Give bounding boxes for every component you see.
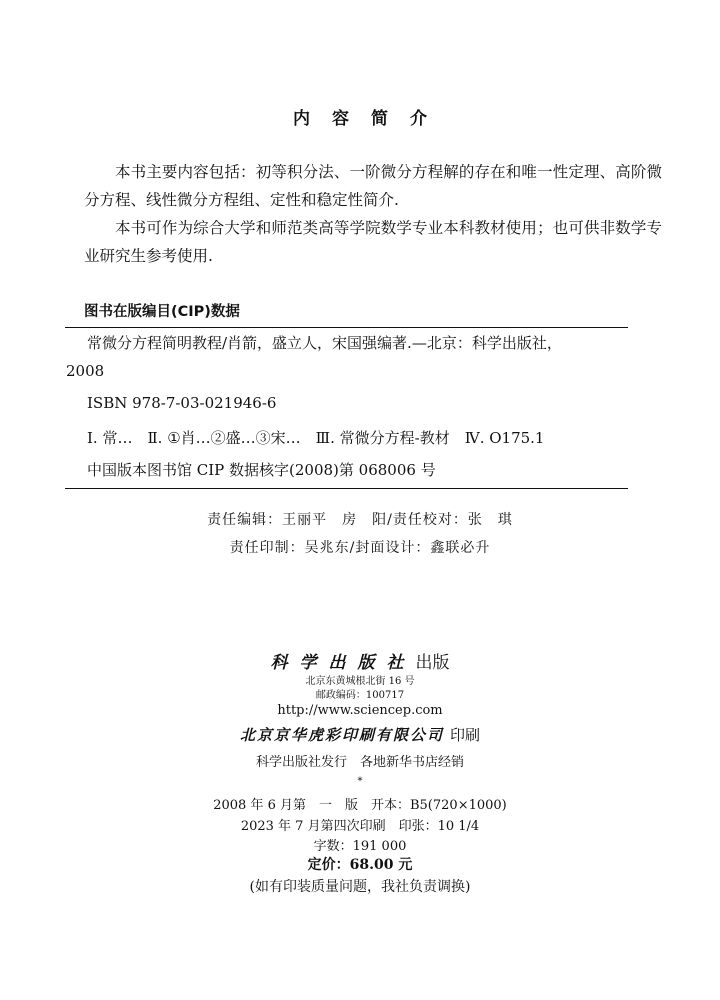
cip-heading: 图书在版编目(CIP)数据 xyxy=(84,304,240,320)
summary-paragraph-1: 本书主要内容包括：初等积分法、一阶微分方程解的存在和唯一性定理、高阶微分方程、线性微分方程组、定性和稳定性简介. xyxy=(84,163,662,209)
notice-line: (如有印装质量问题，我社负责调换) xyxy=(249,879,471,895)
credits-line-1: 责任编辑：王丽平 房 阳/责任校对：张 琪 xyxy=(207,512,513,528)
summary-paragraph-2: 本书可作为综合大学和师范类高等学院数学专业本科教材使用；也可供非数学专业研究生参考使用. xyxy=(84,219,662,265)
publisher-suffix: 出版 xyxy=(415,653,450,673)
cip-classification-line: Ⅰ. 常… Ⅱ. ①肖…②盛…③宋… Ⅲ. 常微分方程-教材 Ⅳ. O175.1 xyxy=(87,429,545,447)
cip-title-line: 常微分方程简明教程/肖箭，盛立人，宋国强编著.—北京：科学出版社， xyxy=(87,334,562,352)
printing-line: 2023 年 7 月第四次印刷 印张：10 1/4 xyxy=(240,819,480,834)
edition-line: 2008 年 6 月第 一 版 开本：B5(720×1000) xyxy=(213,798,507,813)
publisher-postcode: 邮政编码：100717 xyxy=(315,690,405,701)
price-line: 定价：68.00 元 xyxy=(307,857,413,873)
cip-year-line: 2008 xyxy=(66,362,105,380)
word-count-line: 字数：191 000 xyxy=(313,839,407,854)
summary-section xyxy=(84,158,662,270)
separator-star: * xyxy=(357,776,363,787)
publisher-url: http://www.sciencep.com xyxy=(277,703,443,718)
printer-logo: 北京京华虎彩印刷有限公司 xyxy=(239,726,444,744)
cip-isbn-line: ISBN 978-7-03-021946-6 xyxy=(87,394,277,412)
cip-check-line: 中国版本图书馆 CIP 数据核字(2008)第 068006 号 xyxy=(87,461,436,479)
credits-line-2: 责任印制：吴兆东/封面设计：鑫联必升 xyxy=(229,540,491,556)
printer-line xyxy=(0,724,720,745)
publisher-line xyxy=(0,648,720,673)
publisher-address: 北京东黄城根北街 16 号 xyxy=(305,676,415,687)
cip-bottom-rule xyxy=(65,488,628,489)
page-title: 内容简介 xyxy=(293,109,449,129)
publisher-logo: 科学出版社 xyxy=(270,653,416,673)
distribution-line: 科学出版社发行 各地新华书店经销 xyxy=(255,755,464,770)
printer-suffix: 印刷 xyxy=(450,726,481,744)
cip-top-rule xyxy=(65,327,628,328)
